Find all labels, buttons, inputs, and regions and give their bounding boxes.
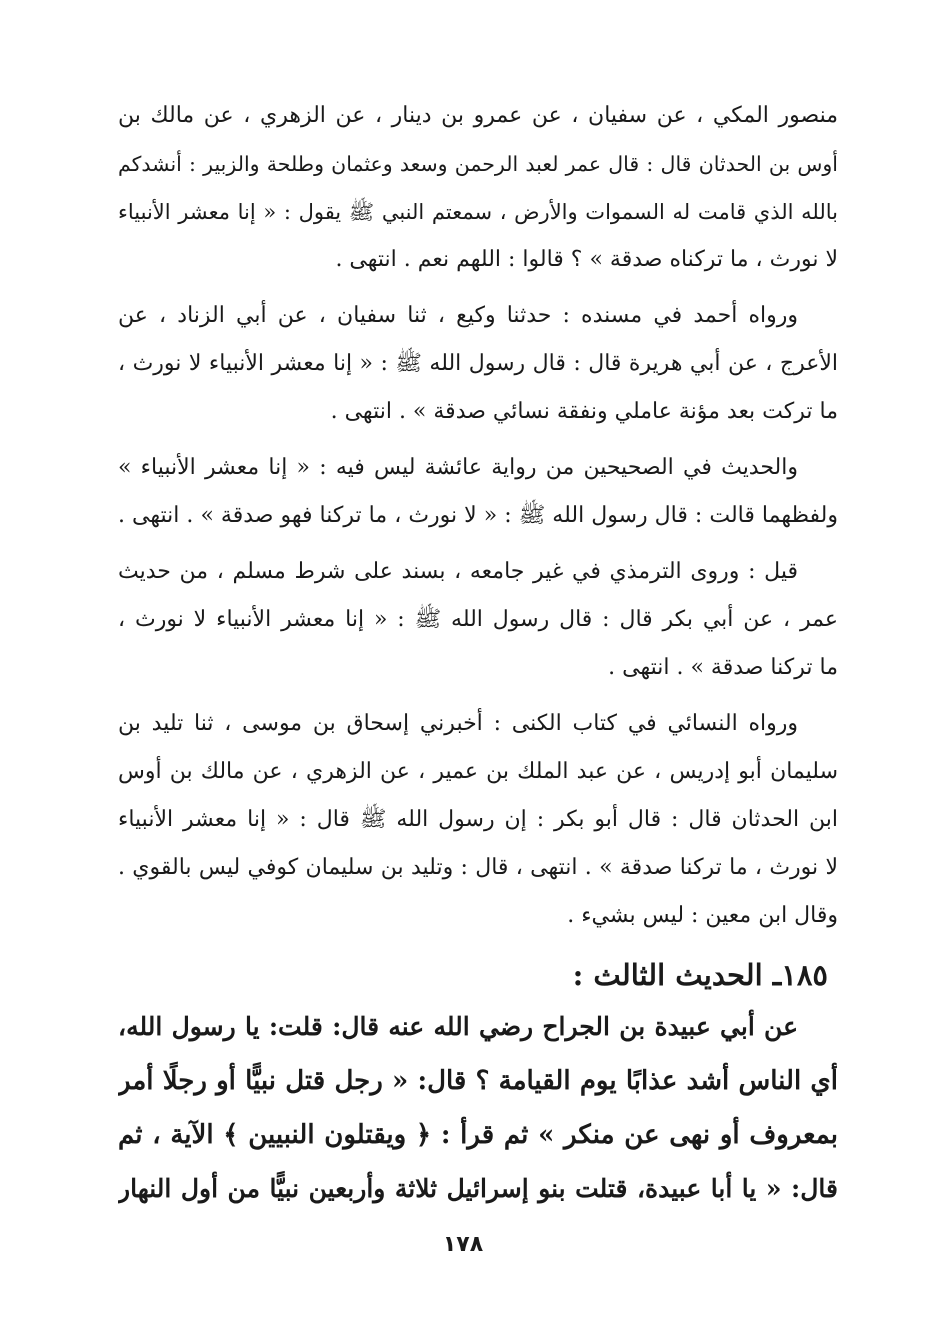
text-line: الأعرج ، عن أبي هريرة قال : قال رسول الله ﷺ : « إنا معشر الأنبياء لا نورث ،	[118, 351, 838, 376]
hadith-text	[118, 1000, 838, 1216]
text-line: لا نورث ، ما تركنا صدقة » . انتهى ، قال : وتليد بن سليمان كوفي ليس بالقوي .	[118, 855, 838, 880]
hadith-line: بمعروف أو نهى عن منكر » ثم قرأ : ﴿ ويقتلون النبيين ﴾ الآية ، ثم	[118, 1120, 838, 1150]
paragraph-5	[118, 700, 838, 940]
text-line: ولفظهما قالت : قال رسول الله ﷺ : « لا نورث ، ما تركنا فهو صدقة » . انتهى .	[118, 503, 838, 528]
text-line: والحديث في الصحيحين من رواية عائشة ليس فيه : « إنا معشر الأنبياء »	[118, 455, 798, 480]
text-line: ما تركت بعد مؤنة عاملي ونفقة نسائي صدقة » . انتهى .	[330, 399, 838, 424]
text-line: لا نورث ، ما تركناه صدقة » ؟ قالوا : اللهم نعم . انتهى .	[335, 247, 838, 272]
text-line: عمر ، عن أبي بكر قال : قال رسول الله ﷺ : « إنا معشر الأنبياء لا نورث ،	[118, 607, 838, 632]
text-line: منصور المكي ، عن سفيان ، عن عمرو بن دينار ، عن الزهري ، عن مالك بن	[118, 103, 838, 128]
text-line: بالله الذي قامت له السموات والأرض ، سمعتم النبي ﷺ يقول : « إنا معشر الأنبياء	[118, 200, 838, 224]
hadith-line: قال: « يا أبا عبيدة، قتلت بنو إسرائيل ثلاثة وأربعين نبيًّا من أول النهار	[118, 1174, 838, 1203]
paragraph-4	[118, 548, 838, 692]
hadith-line: عن أبي عبيدة بن الجراح رضي الله عنه قال: قلت: يا رسول الله،	[118, 1012, 798, 1041]
text-line: ورواه أحمد في مسنده : حدثنا وكيع ، ثنا سفيان ، عن أبي الزناد ، عن	[118, 303, 798, 328]
paragraph-2	[118, 292, 838, 436]
text-line: أوس بن الحدثان قال : قال عمر لعبد الرحمن وسعد وعثمان وطلحة والزبير : أنشدكم	[118, 152, 838, 176]
paragraph-3	[118, 444, 838, 540]
page-body	[118, 92, 838, 1216]
text-line: ما تركنا صدقة » . انتهى .	[608, 655, 838, 680]
hadith-line: أي الناس أشد عذابًا يوم القيامة ؟ قال: « رجل قتل نبيًّا أو رجلًا أمر	[118, 1066, 838, 1096]
hadith-heading: ١٨٥ـ الحديث الثالث :	[572, 958, 828, 992]
page-number: ١٧٨	[442, 1232, 484, 1257]
text-line: قيل : وروى الترمذي في غير جامعه ، بسند على شرط مسلم ، من حديث	[118, 559, 798, 584]
text-line: ورواه النسائي في كتاب الكنى : أخبرني إسحاق بن موسى ، ثنا تليد بن	[118, 711, 798, 736]
text-line: ابن الحدثان قال : قال أبو بكر : إن رسول الله ﷺ قال : « إنا معشر الأنبياء	[118, 807, 838, 832]
paragraph-1	[118, 92, 838, 284]
text-line: سليمان أبو إدريس ، عن عبد الملك بن عمير ، عن الزهري ، عن مالك بن أوس	[118, 759, 838, 784]
text-line: وقال ابن معين : ليس بشيء .	[567, 903, 838, 928]
